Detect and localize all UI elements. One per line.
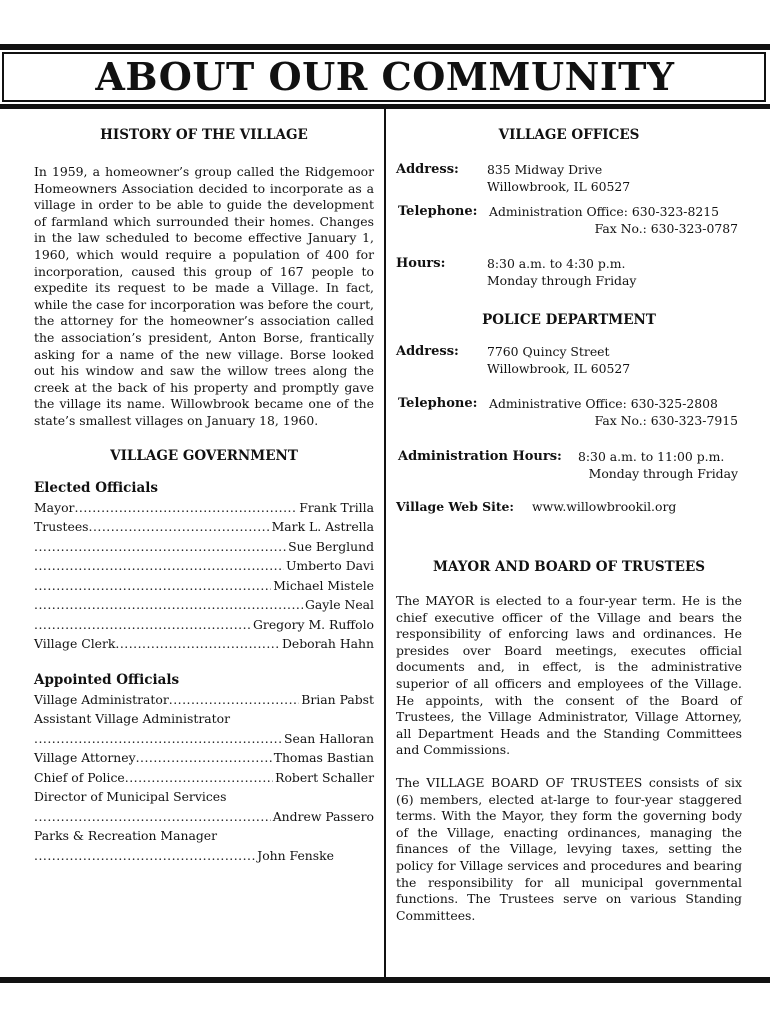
address-line: 835 Midway Drive <box>487 162 603 177</box>
official-role: Assistant Village Administrator <box>34 711 231 726</box>
official-name: Robert Schaller <box>275 769 374 785</box>
elected-officials-list <box>34 498 374 654</box>
official-row <box>34 576 374 596</box>
telephone-line: Administration Office: 630-323-8215 <box>489 204 720 219</box>
history-heading: HISTORY OF THE VILLAGE <box>100 127 308 143</box>
address-label: Address: <box>396 162 459 177</box>
telephone-label: Telephone: <box>398 204 478 219</box>
offices-address <box>396 162 742 204</box>
police-telephone <box>396 396 742 449</box>
official-role: Parks & Recreation Manager <box>34 828 218 843</box>
official-row <box>34 768 374 788</box>
appointed-officials-list <box>34 690 374 866</box>
address-label: Address: <box>396 344 459 359</box>
bottom-rule <box>0 977 770 983</box>
official-row <box>34 595 374 615</box>
police-address <box>396 344 742 396</box>
telephone-label: Telephone: <box>398 396 478 411</box>
hours-label: Hours: <box>396 256 446 271</box>
official-role: Village Administrator <box>34 691 169 707</box>
offices-telephone <box>396 204 742 256</box>
official-role: Director of Municipal Services <box>34 789 227 804</box>
official-role: Village Attorney <box>34 750 136 765</box>
police-heading: POLICE DEPARTMENT <box>482 312 656 328</box>
top-rule <box>0 44 770 50</box>
official-name: Brian Pabst <box>301 691 374 707</box>
offices-hours <box>396 256 742 310</box>
official-name: Gregory M. Ruffolo <box>253 616 374 632</box>
hours-label: Administration Hours: <box>398 449 562 464</box>
left-column <box>34 124 374 865</box>
official-name: Andrew Passero <box>272 808 374 824</box>
police-hours <box>396 449 742 499</box>
official-row <box>34 748 374 768</box>
official-row <box>34 498 374 518</box>
hours-line: 8:30 a.m. to 11:00 p.m. <box>578 449 725 464</box>
official-name: Thomas Bastian <box>273 750 374 765</box>
elected-officials-heading: Elected Officials <box>34 479 158 496</box>
government-heading: VILLAGE GOVERNMENT <box>110 447 298 464</box>
offices-heading: VILLAGE OFFICES <box>498 127 640 143</box>
official-role: Trustees <box>34 519 89 534</box>
official-name: Michael Mistele <box>273 577 374 593</box>
column-divider <box>384 109 386 977</box>
official-row <box>34 729 374 749</box>
official-row <box>34 615 374 635</box>
telephone-line: Administrative Office: 630-325-2808 <box>489 396 718 411</box>
official-name: John Fenske <box>257 847 334 863</box>
address-line: 7760 Quincy Street <box>487 344 610 359</box>
official-name: Deborah Hahn <box>281 636 374 651</box>
hours-line: Monday through Friday <box>487 273 637 288</box>
official-role: Village Clerk <box>34 636 116 651</box>
web-site-url[interactable]: www.willowbrookil.org <box>532 499 677 514</box>
official-row <box>34 690 374 710</box>
hours-line: 8:30 a.m. to 4:30 p.m. <box>487 256 626 271</box>
official-role: Chief of Police <box>34 769 125 785</box>
official-row <box>34 807 374 827</box>
official-name: Sean Halloran <box>284 730 374 746</box>
official-role: Mayor <box>34 499 75 515</box>
official-name: Mark L. Astrella <box>271 519 374 534</box>
official-name: Sue Berglund <box>288 538 374 554</box>
board-trustees-text: The VILLAGE BOARD OF TRUSTEES consists of six (6) members, elected at-large to four-year staggered terms. With the Mayor, they form the governing body of the Village, enacting ordinances, managing the finances of the Village, levying taxes, setting the policy for Village services and procedures and bearing the responsibility for all municipal governmental functions. The Trustees serve on various Standing Committees. <box>396 774 742 923</box>
official-name: Gayle Neal <box>304 597 374 612</box>
web-site <box>396 499 742 557</box>
history-text: In 1959, a homeowner’s group called the Ridgemoor Homeowners Association decided to incorporate as a village in order to be able to guide the development of farmland which surrounded their homes. Changes in the law scheduled to become effective January 1, 1960, which would require a population of 400 for incorporation, caused this group of 167 people to expedite its request to be made a Village. In fact, while the case for incorporation was before the court, the attorney for the homeowner’s association called the association’s president, Anton Borse, frantically asking for a name of the new village. Borse looked out his window and saw the willow trees along the creek at the back of his property and promptly gave the village its name. Willowbrook became one of the state’s smallest villages on January 18, 1960. <box>34 164 374 428</box>
hours-line: Monday through Friday <box>588 466 738 481</box>
official-row <box>34 517 374 537</box>
fax-line: Fax No.: 630-323-7915 <box>594 413 738 428</box>
official-row <box>34 537 374 557</box>
board-mayor-text: The MAYOR is elected to a four-year term. He is the chief executive officer of the Village and bears the responsibility of enforcing laws and ordinances. He presides over Board meetings, executes official documents and, in effect, is the administrative superior of all officers and employees of the Village. He appoints, with the consent of the Board of Trustees, the Village Administrator, Village Attorney, all Department Heads and the Standing Committees and Commissions. <box>396 593 742 758</box>
right-column <box>396 124 742 924</box>
official-row <box>34 556 374 576</box>
official-name: Frank Trilla <box>299 499 374 515</box>
page-title: ABOUT OUR COMMUNITY <box>95 54 675 99</box>
fax-line: Fax No.: 630-323-0787 <box>594 221 738 236</box>
web-site-label: Village Web Site: <box>396 499 515 514</box>
address-line: Willowbrook, IL 60527 <box>487 179 631 194</box>
official-row <box>34 846 374 866</box>
board-heading: MAYOR AND BOARD OF TRUSTEES <box>432 559 705 575</box>
official-row <box>34 634 374 654</box>
official-name: Umberto Davi <box>285 558 374 573</box>
appointed-officials-heading: Appointed Officials <box>34 671 180 688</box>
address-line: Willowbrook, IL 60527 <box>487 361 631 376</box>
